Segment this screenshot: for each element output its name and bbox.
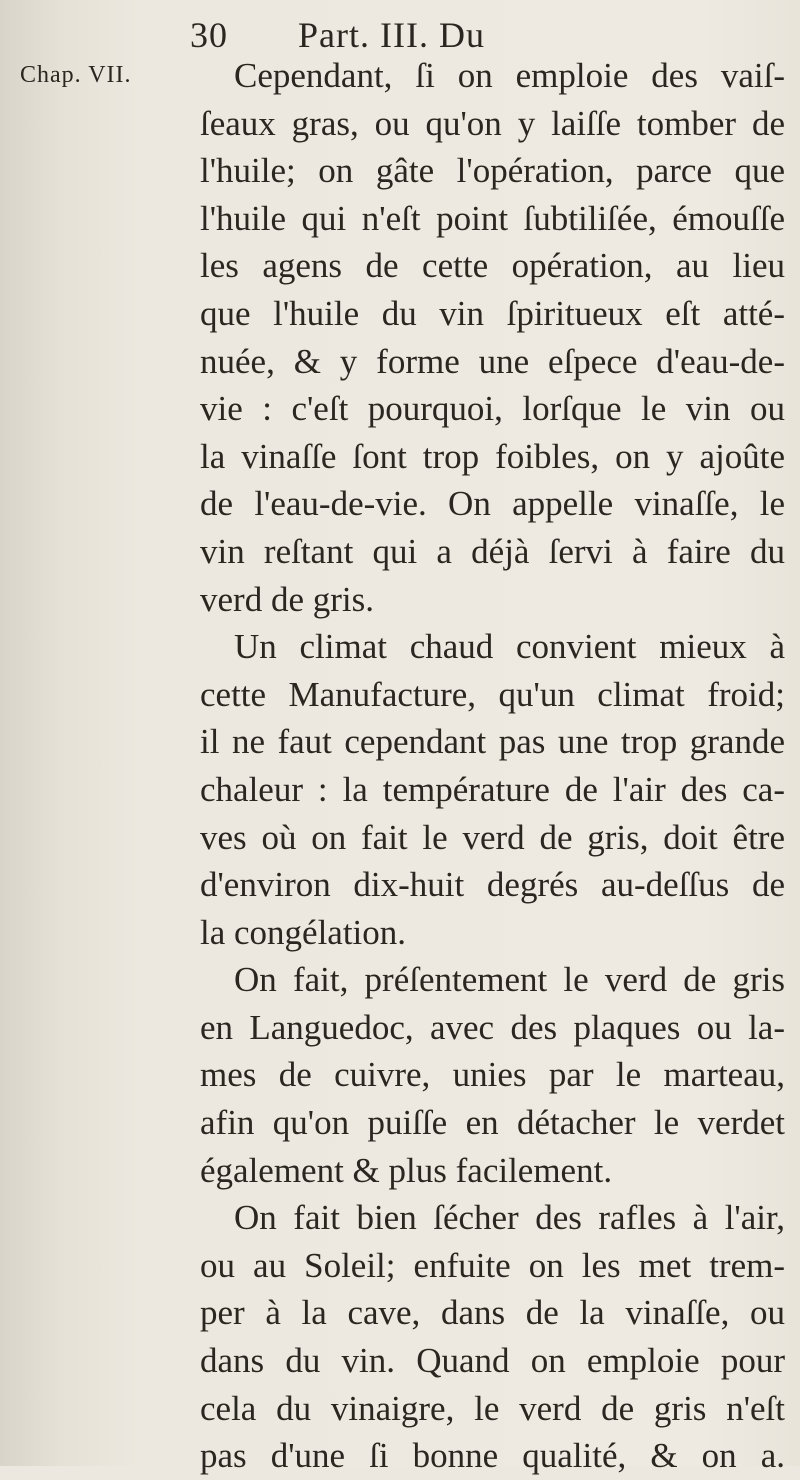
text-line: il ne faut cependant pas une trop grande — [200, 722, 785, 762]
text-line: ſeaux gras, ou qu'on y laiſſe tomber de — [200, 103, 785, 143]
text-line: les agens de cette opération, au lieu — [200, 246, 785, 286]
text-line: de l'eau-de-vie. On appelle vinaſſe, le — [200, 484, 785, 524]
text-line: vin reſtant qui a déjà ſervi à faire du — [200, 531, 785, 571]
page-number: 30 — [190, 15, 228, 55]
text-line: pas d'une ſi bonne qualité, & on a. — [200, 1436, 785, 1476]
text-line: l'huile; on gâte l'opération, parce que — [200, 151, 785, 191]
text-line: la vinaſſe ſont trop foibles, on y ajoûte — [200, 436, 785, 476]
text-line: nuée, & y forme une eſpece d'eau-de- — [200, 341, 785, 381]
text-line: Cependant, ſi on emploie des vaiſ- — [234, 56, 785, 95]
text-line: On fait, préſentement le verd de gris — [234, 960, 785, 1000]
text-line: dans du vin. Quand on emploie pour — [200, 1341, 785, 1381]
chapter-margin-note: Chap. VII. — [20, 62, 132, 88]
text-line: Un climat chaud convient mieux à — [234, 627, 785, 667]
text-line: ou au Soleil; enfuite on les met trem- — [200, 1245, 785, 1285]
text-line: verd de gris. — [200, 579, 374, 619]
text-line: que l'huile du vin ſpiritueux eſt atté- — [200, 293, 785, 333]
text-line: On fait bien ſécher des rafles à l'air, — [234, 1198, 785, 1238]
text-line: également & plus facilement. — [200, 1150, 613, 1190]
text-line: afin qu'on puiſſe en détacher le verdet — [200, 1103, 785, 1143]
body-text — [200, 52, 785, 1480]
text-line: per à la cave, dans de la vinaſſe, ou — [200, 1293, 785, 1333]
text-line: ves où on fait le verd de gris, doit être — [200, 817, 785, 857]
text-line: mes de cuivre, unies par le marteau, — [200, 1055, 785, 1095]
text-line: chaleur : la température de l'air des ca- — [200, 769, 785, 809]
text-line: d'environ dix-huit degrés au-deſſus de — [200, 865, 785, 905]
running-title: Part. III. Du — [298, 15, 485, 55]
text-line: en Languedoc, avec des plaques ou la- — [200, 1007, 785, 1047]
text-line: l'huile qui n'eſt point ſubtiliſée, émouſſe — [200, 198, 785, 238]
text-line: la congélation. — [200, 912, 407, 952]
text-line: cette Manufacture, qu'un climat froid; — [200, 674, 785, 714]
text-line: vie : c'eſt pourquoi, lorſque le vin ou — [200, 389, 785, 429]
text-line: cela du vinaigre, le verd de gris n'eſt — [200, 1388, 785, 1428]
page-header — [190, 14, 485, 56]
